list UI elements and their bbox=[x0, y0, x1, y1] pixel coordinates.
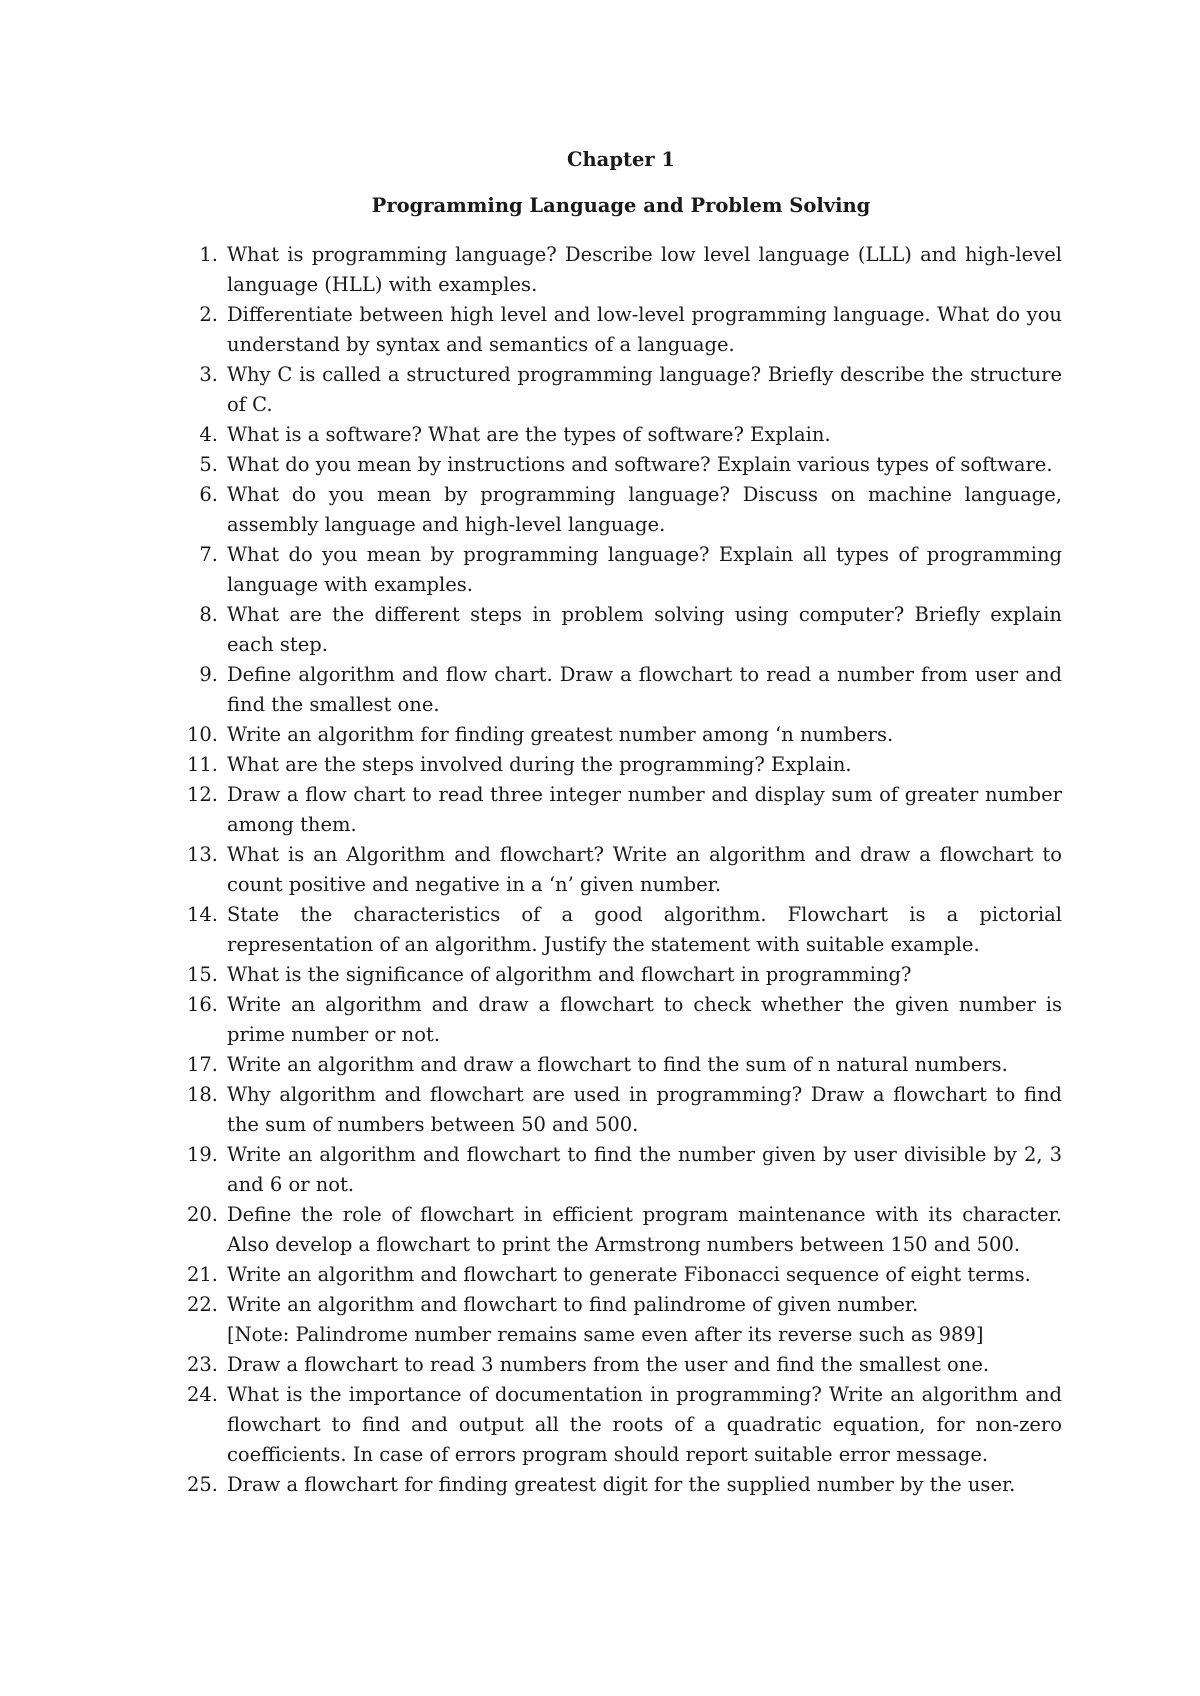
question-item bbox=[180, 360, 1062, 420]
question-text: Define the role of flowchart in efficient program maintenance with its character. Also develop a flowchart to print the Armstrong numbers between 150 and 500. bbox=[227, 1203, 1062, 1256]
question-item bbox=[180, 600, 1062, 660]
question-item bbox=[180, 480, 1062, 540]
question-number: 22. bbox=[186, 1293, 218, 1316]
question-number: 12. bbox=[186, 783, 218, 806]
question-text: What do you mean by instructions and software? Explain various types of software. bbox=[227, 453, 1053, 476]
question-number: 20. bbox=[186, 1203, 218, 1226]
question-body bbox=[218, 480, 1062, 540]
question-text: Write an algorithm and flowchart to find palindrome of given number. bbox=[227, 1293, 919, 1316]
question-body bbox=[218, 540, 1062, 600]
question-body bbox=[218, 1050, 1062, 1080]
question-text: What is the importance of documentation in programming? Write an algorithm and flowchart to find and output all the roots of a quadratic equation, for non-zero coefficients. In case of errors program should report suitable error message. bbox=[227, 1383, 1062, 1466]
question-item bbox=[180, 1470, 1062, 1500]
question-body bbox=[218, 720, 1062, 750]
question-number: 25. bbox=[186, 1473, 218, 1496]
question-item bbox=[180, 780, 1062, 840]
question-list bbox=[180, 240, 1062, 1500]
question-item bbox=[180, 960, 1062, 990]
question-body bbox=[218, 1290, 1062, 1350]
question-text: Write an algorithm and flowchart to find the number given by user divisible by 2, 3 and 6 or not. bbox=[227, 1143, 1062, 1196]
question-text: What do you mean by programming language? Discuss on machine language, assembly language and high-level language. bbox=[227, 483, 1062, 536]
question-number: 2. bbox=[199, 303, 218, 326]
question-note: [Note: Palindrome number remains same even after its reverse such as 989] bbox=[227, 1323, 984, 1346]
question-number: 3. bbox=[199, 363, 218, 386]
question-number: 6. bbox=[199, 483, 218, 506]
question-body bbox=[218, 750, 1062, 780]
question-body bbox=[218, 960, 1062, 990]
question-text: Write an algorithm and draw a flowchart to check whether the given number is prime number or not. bbox=[227, 993, 1062, 1046]
question-number: 11. bbox=[186, 753, 218, 776]
chapter-heading: Chapter 1 bbox=[566, 148, 675, 171]
question-number: 14. bbox=[186, 903, 218, 926]
question-number: 18. bbox=[186, 1083, 218, 1106]
question-number: 10. bbox=[186, 723, 218, 746]
question-item bbox=[180, 840, 1062, 900]
question-number: 17. bbox=[186, 1053, 218, 1076]
question-body bbox=[218, 600, 1062, 660]
question-number: 1. bbox=[199, 243, 218, 266]
question-item bbox=[180, 1350, 1062, 1380]
question-text: Draw a flowchart to read 3 numbers from the user and find the smallest one. bbox=[227, 1353, 990, 1376]
question-text: Write an algorithm and flowchart to generate Fibonacci sequence of eight terms. bbox=[227, 1263, 1031, 1286]
question-number: 5. bbox=[199, 453, 218, 476]
question-body bbox=[218, 240, 1062, 300]
question-item bbox=[180, 750, 1062, 780]
question-number: 21. bbox=[186, 1263, 218, 1286]
question-body bbox=[218, 1080, 1062, 1140]
question-item bbox=[180, 1290, 1062, 1350]
question-text: What is programming language? Describe low level language (LLL) and high-level language (HLL) with examples. bbox=[227, 243, 1062, 296]
question-text: Draw a flowchart for finding greatest digit for the supplied number by the user. bbox=[227, 1473, 1016, 1496]
question-item bbox=[180, 900, 1062, 960]
question-text: Differentiate between high level and low-level programming language. What do you understand by syntax and semantics of a language. bbox=[227, 303, 1062, 356]
question-text: Write an algorithm for finding greatest number among ‘n numbers. bbox=[227, 723, 894, 746]
question-number: 16. bbox=[186, 993, 218, 1016]
question-body bbox=[218, 420, 1062, 450]
question-item bbox=[180, 1260, 1062, 1290]
question-body bbox=[218, 1140, 1062, 1200]
question-body bbox=[218, 1260, 1062, 1290]
question-text: What are the steps involved during the programming? Explain. bbox=[227, 753, 852, 776]
question-item bbox=[180, 240, 1062, 300]
question-item bbox=[180, 1050, 1062, 1080]
question-body bbox=[218, 660, 1062, 720]
question-item bbox=[180, 660, 1062, 720]
question-text: Draw a flow chart to read three integer number and display sum of greater number among them. bbox=[227, 783, 1062, 836]
question-body bbox=[218, 300, 1062, 360]
question-text: Define algorithm and flow chart. Draw a flowchart to read a number from user and find the smallest one. bbox=[227, 663, 1062, 716]
question-item bbox=[180, 1140, 1062, 1200]
question-text: State the characteristics of a good algorithm. Flowchart is a pictorial representation of an algorithm. Justify the statement with suitable example. bbox=[227, 903, 1062, 956]
question-item bbox=[180, 540, 1062, 600]
question-number: 13. bbox=[186, 843, 218, 866]
question-text: What is a software? What are the types of software? Explain. bbox=[227, 423, 831, 446]
question-number: 7. bbox=[199, 543, 218, 566]
question-number: 23. bbox=[186, 1353, 218, 1376]
question-text: What is an Algorithm and flowchart? Write an algorithm and draw a flowchart to count positive and negative in a ‘n’ given number. bbox=[227, 843, 1062, 896]
question-item bbox=[180, 300, 1062, 360]
question-body bbox=[218, 1200, 1062, 1260]
question-number: 19. bbox=[186, 1143, 218, 1166]
question-text: What is the significance of algorithm and flowchart in programming? bbox=[227, 963, 912, 986]
question-number: 4. bbox=[199, 423, 218, 446]
question-item bbox=[180, 1200, 1062, 1260]
question-text: Why C is called a structured programming language? Briefly describe the structure of C. bbox=[227, 363, 1062, 416]
question-number: 8. bbox=[199, 603, 218, 626]
question-number: 9. bbox=[199, 663, 218, 686]
question-item bbox=[180, 990, 1062, 1050]
question-item bbox=[180, 420, 1062, 450]
question-body bbox=[218, 1470, 1062, 1500]
question-item bbox=[180, 1080, 1062, 1140]
question-body bbox=[218, 840, 1062, 900]
question-body bbox=[218, 1350, 1062, 1380]
question-body bbox=[218, 900, 1062, 960]
question-number: 15. bbox=[186, 963, 218, 986]
question-text: What do you mean by programming language? Explain all types of programming language with examples. bbox=[227, 543, 1062, 596]
question-body bbox=[218, 1380, 1062, 1470]
question-item bbox=[180, 720, 1062, 750]
question-item bbox=[180, 450, 1062, 480]
question-text: What are the different steps in problem solving using computer? Briefly explain each step. bbox=[227, 603, 1062, 656]
question-text: Write an algorithm and draw a flowchart to find the sum of n natural numbers. bbox=[227, 1053, 1008, 1076]
question-body bbox=[218, 780, 1062, 840]
question-body bbox=[218, 990, 1062, 1050]
question-text: Why algorithm and flowchart are used in programming? Draw a flowchart to find the sum of numbers between 50 and 500. bbox=[227, 1083, 1062, 1136]
chapter-title: Programming Language and Problem Solving bbox=[371, 194, 871, 217]
question-body bbox=[218, 360, 1062, 420]
question-number: 24. bbox=[186, 1383, 218, 1406]
question-item bbox=[180, 1380, 1062, 1470]
question-body bbox=[218, 450, 1062, 480]
